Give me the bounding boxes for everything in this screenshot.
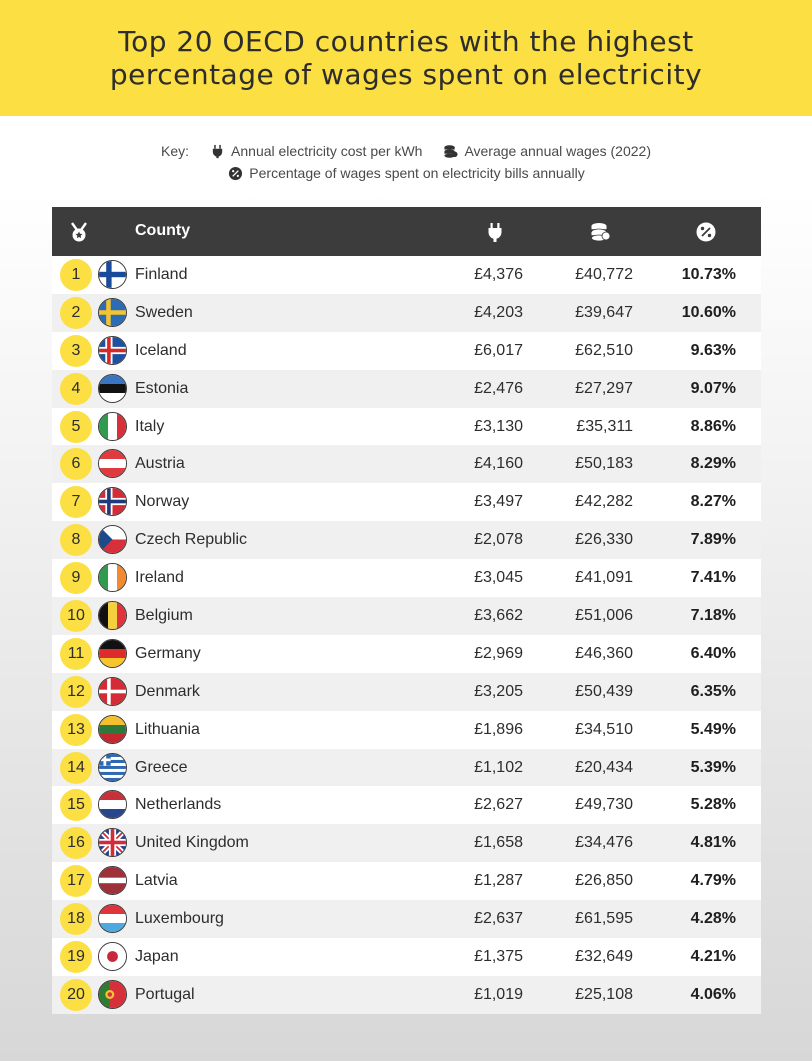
medal-icon [68, 221, 90, 243]
electricity-cost-value: £2,476 [474, 379, 523, 397]
key-label: Key: [161, 143, 190, 159]
country-column-header: County [135, 222, 191, 239]
rank-badge: 20 [60, 979, 92, 1011]
wage-percentage-value: 4.79% [690, 872, 736, 890]
rank-badge: 16 [60, 827, 92, 859]
denmark-flag-icon [98, 677, 127, 706]
country-name: Czech Republic [135, 531, 248, 549]
annual-wage-value: £26,850 [575, 872, 633, 890]
czech-flag-icon [98, 525, 127, 554]
country-name: Sweden [135, 303, 193, 321]
iceland-flag-icon [98, 336, 127, 365]
rank-badge: 8 [60, 524, 92, 556]
country-name: Lithuania [135, 720, 200, 738]
country-name: Estonia [135, 379, 189, 397]
country-name: Luxembourg [135, 910, 224, 928]
percent-icon [227, 165, 243, 181]
austria-flag-icon [98, 449, 127, 478]
wage-percentage-value: 7.18% [690, 607, 736, 625]
country-name: Netherlands [135, 796, 222, 814]
table-row [52, 862, 761, 900]
ireland-flag-icon [98, 563, 127, 592]
rank-badge: 2 [60, 297, 92, 329]
japan-flag-icon [98, 942, 127, 971]
annual-wage-value: £34,510 [575, 720, 633, 738]
electricity-cost-value: £3,130 [474, 417, 523, 435]
wage-percentage-value: 4.06% [690, 985, 736, 1003]
table-body [52, 256, 761, 1014]
table-row [52, 711, 761, 749]
country-name: Finland [135, 266, 188, 283]
electricity-cost-value: £3,045 [474, 569, 523, 587]
annual-wage-value: £40,772 [575, 266, 633, 283]
rank-badge: 11 [60, 638, 92, 670]
table-row [52, 256, 761, 294]
sweden-flag-icon [98, 298, 127, 327]
germany-flag-icon [98, 639, 127, 668]
country-name: Portugal [135, 985, 195, 1003]
finland-flag-icon [98, 260, 127, 289]
table-row [52, 521, 761, 559]
country-name: Greece [135, 758, 188, 776]
table-row [52, 597, 761, 635]
table-row [52, 408, 761, 446]
annual-wage-value: £50,183 [575, 455, 633, 473]
annual-wage-value: £25,108 [575, 985, 633, 1003]
country-name: Japan [135, 948, 179, 966]
electricity-cost-value: £2,627 [474, 796, 523, 814]
electricity-cost-value: £3,662 [474, 607, 523, 625]
wage-percentage-value: 9.07% [690, 379, 736, 397]
wage-percentage-value: 6.35% [690, 682, 736, 700]
uk-flag-icon [98, 828, 127, 857]
key-wage-label: Average annual wages (2022) [464, 143, 651, 159]
rank-badge: 1 [60, 259, 92, 291]
table-row [52, 294, 761, 332]
table-row [52, 483, 761, 521]
electricity-cost-value: £4,203 [474, 303, 523, 321]
annual-wage-value: £20,434 [575, 758, 633, 776]
annual-wage-value: £61,595 [575, 910, 633, 928]
wage-percentage-value: 8.29% [690, 455, 736, 473]
annual-wage-value: £49,730 [575, 796, 633, 814]
annual-wage-value: £46,360 [575, 644, 633, 662]
wage-percentage-value: 10.73% [681, 266, 736, 283]
estonia-flag-icon [98, 374, 127, 403]
wage-percentage-value: 4.81% [690, 834, 736, 852]
wage-percentage-value: 7.89% [690, 531, 736, 549]
electricity-cost-value: £4,376 [474, 266, 523, 283]
plug-icon [484, 221, 506, 243]
electricity-cost-value: £1,102 [474, 758, 523, 776]
rank-badge: 3 [60, 335, 92, 367]
table-row [52, 824, 761, 862]
wage-percentage-value: 6.40% [690, 644, 736, 662]
table-row [52, 445, 761, 483]
annual-wage-value: £34,476 [575, 834, 633, 852]
electricity-cost-value: £1,019 [474, 985, 523, 1003]
wage-percentage-value: 8.27% [690, 493, 736, 511]
table-row [52, 938, 761, 976]
rank-badge: 5 [60, 411, 92, 443]
rank-badge: 6 [60, 448, 92, 480]
lithuania-flag-icon [98, 715, 127, 744]
electricity-cost-value: £1,375 [474, 948, 523, 966]
country-name: Denmark [135, 682, 200, 700]
rank-badge: 17 [60, 865, 92, 897]
table-row [52, 635, 761, 673]
table-header [52, 207, 761, 256]
country-name: Italy [135, 417, 165, 435]
electricity-cost-value: £2,078 [474, 531, 523, 549]
wage-percentage-value: 8.86% [690, 417, 736, 435]
table-row [52, 673, 761, 711]
rank-badge: 19 [60, 941, 92, 973]
annual-wage-value: £35,311 [576, 417, 633, 435]
annual-wage-value: £32,649 [575, 948, 633, 966]
wage-percentage-value: 7.41% [690, 569, 736, 587]
annual-wage-value: £39,647 [575, 303, 633, 321]
annual-wage-value: £50,439 [575, 682, 633, 700]
table-row [52, 976, 761, 1014]
electricity-cost-value: £1,658 [474, 834, 523, 852]
wage-percentage-value: 4.28% [690, 910, 736, 928]
wage-percentage-value: 5.39% [690, 758, 736, 776]
netherlands-flag-icon [98, 790, 127, 819]
country-name: Iceland [135, 341, 187, 359]
rank-badge: 14 [60, 752, 92, 784]
wage-percentage-value: 9.63% [690, 341, 736, 359]
rank-badge: 10 [60, 600, 92, 632]
wage-percentage-value: 4.21% [690, 948, 736, 966]
rank-badge: 18 [60, 903, 92, 935]
annual-wage-value: £62,510 [575, 341, 633, 359]
latvia-flag-icon [98, 866, 127, 895]
electricity-cost-value: £1,287 [474, 872, 523, 890]
annual-wage-value: £51,006 [575, 607, 633, 625]
table-row [52, 370, 761, 408]
table-row [52, 559, 761, 597]
percent-icon [695, 221, 717, 243]
legend-key [0, 140, 812, 184]
luxembourg-flag-icon [98, 904, 127, 933]
annual-wage-value: £42,282 [575, 493, 633, 511]
electricity-cost-value: £2,969 [474, 644, 523, 662]
electricity-cost-value: £6,017 [474, 341, 523, 359]
country-name: United Kingdom [135, 834, 249, 852]
rank-badge: 7 [60, 486, 92, 518]
wage-percentage-value: 5.49% [690, 720, 736, 738]
coins-icon [589, 221, 611, 243]
annual-wage-value: £27,297 [575, 379, 633, 397]
annual-wage-value: £26,330 [575, 531, 633, 549]
belgium-flag-icon [98, 601, 127, 630]
rank-badge: 4 [60, 373, 92, 405]
ranking-table [52, 207, 761, 1014]
electricity-cost-value: £2,637 [474, 910, 523, 928]
italy-flag-icon [98, 412, 127, 441]
rank-badge: 15 [60, 789, 92, 821]
country-name: Latvia [135, 872, 178, 890]
country-name: Ireland [135, 569, 184, 587]
key-cost-label: Annual electricity cost per kWh [231, 143, 423, 159]
page-title-line-2: percentage of wages spent on electricity [109, 58, 703, 91]
annual-wage-value: £41,091 [575, 569, 633, 587]
country-name: Germany [135, 644, 201, 662]
wage-percentage-value: 10.60% [681, 303, 736, 321]
rank-badge: 12 [60, 676, 92, 708]
table-row [52, 900, 761, 938]
wage-percentage-value: 5.28% [690, 796, 736, 814]
country-name: Austria [135, 455, 185, 473]
page-title-line-1: Top 20 OECD countries with the highest [118, 25, 694, 58]
electricity-cost-value: £1,896 [474, 720, 523, 738]
plug-icon [209, 143, 225, 159]
electricity-cost-value: £3,205 [474, 682, 523, 700]
electricity-cost-value: £4,160 [474, 455, 523, 473]
table-row [52, 332, 761, 370]
norway-flag-icon [98, 487, 127, 516]
country-name: Belgium [135, 607, 193, 625]
portugal-flag-icon [98, 980, 127, 1009]
electricity-cost-value: £3,497 [474, 493, 523, 511]
table-row [52, 749, 761, 787]
rank-badge: 13 [60, 714, 92, 746]
title-banner [0, 0, 812, 116]
rank-badge: 9 [60, 562, 92, 594]
greece-flag-icon [98, 753, 127, 782]
table-row [52, 786, 761, 824]
key-pct-label: Percentage of wages spent on electricity bills annually [249, 165, 585, 181]
coins-icon [442, 143, 458, 159]
country-name: Norway [135, 493, 190, 511]
